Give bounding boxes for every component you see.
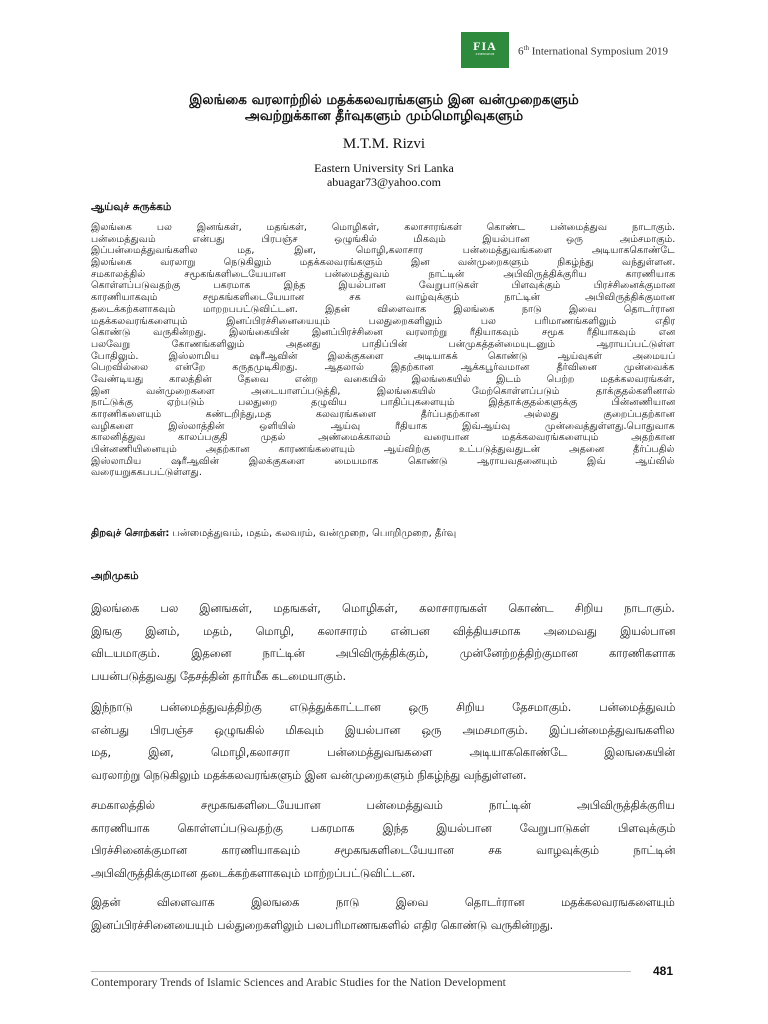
paragraph-line: விடயமாகும். இதனை நாட்டின் அபிவிருத்திக்கும், முன்னேற்றத்திற்குமான காரணிகளாக: [91, 647, 675, 660]
symposium-ordinal-suffix: th: [523, 44, 529, 52]
abstract-line: பெறவில்லை என்றே கருதமுடிகிறது. ஆதலால் இதற்கான ஆக்கபூர்வமான தீர்வினை முன்வைக்க: [91, 362, 675, 374]
paragraph-line: என்பது பிரபஞ்ச ஒழுஙகில் மிகவும் இயல்பான ஒரு அமசமாகும். இப்பன்மைத்துவஙகளில: [91, 723, 675, 737]
abstract-line: வரையறுககபபட்டுள்ளது.: [91, 467, 202, 479]
abstract-line: பலவேறு கோணங்களிலும் அதனது பாதிப்பின் பன்முகத்தன்மையுடனும் ஆராயப்பட்டுள்ள: [91, 338, 675, 350]
symposium-text: International Symposium 2019: [528, 45, 668, 58]
abstract-line: பன்மைத்துவம் என்பது பிரபஞ்ச ஒழுங்கில் மிகவும் இயல்பான ஒரு அம்சமாகும்.: [91, 233, 675, 245]
abstract-line: இஸ்லாமிய ஷரீஆவின் இலக்குகளை மையமாக கொண்டு ஆராயவதனையும் இவ் ஆய்வில்: [91, 455, 675, 467]
author-affiliation: Eastern University Sri Lanka: [314, 161, 454, 175]
abstract-line: பின்னணியினையும் அதற்கான காரணங்களையும் ஆய்விற்கு உட்படுத்துவதுடன் அதனை தீர்ப்பதில்: [91, 444, 675, 456]
abstract-line: சமகாலத்தில் சமூகங்களிடையேயான பன்மைத்துவம் நாட்டின் அபிவிருத்திக்குரிய காரணியாக: [91, 268, 675, 280]
paragraph-line: பயன்படுத்துவது தேசத்தின் தார்மீக கடமையாகும்.: [91, 669, 347, 683]
paragraph-line: காரணியாக கொள்ளப்படுவதற்கு பகரமாக இந்த இயல்பான வேறுபாடுகள் பிளவுக்கும்: [91, 821, 675, 835]
paragraph-line: சமகாலத்தில் சமூகஙகளிடையேயான பன்மைத்துவம் நாட்டின் அபிவிருத்திக்குரிய: [91, 799, 675, 812]
paragraph-line: இந்நாடு பன்மைத்துவத்திற்கு எடுத்துக்காட்டான ஒரு சிறிய தேசமாகும். பன்மைத்துவம்: [91, 701, 675, 714]
abstract-line: இலங்கை வரலாறு நெடுகிலும் மதக்கலவரங்களும் இன வன்முறைகளும் நிகழ்ந்து வந்துள்ளன.: [91, 257, 675, 269]
abstract-line: இப்பன்மைத்துவங்களில மத, இன, மொழி,கலாசார பன்மைத்துவங்களை அடியாககொண்டே: [91, 245, 675, 257]
paragraph-line: பிரச்சினைக்குமான காரணியாகவும் சமூகஙகளிடையேயான சக வாழவுக்கும் நாட்டின்: [91, 844, 675, 857]
abstract-body: [91, 222, 675, 479]
paragraph-line: அபிவிருத்திக்குமான தடைக்கற்களாகவும் மாற்றப்பட்டுவிட்டன.: [91, 866, 416, 880]
intro-paragraph-4: [91, 892, 675, 937]
paragraph-line: இஙகு இனம், மதம், மொழி, கலாசாரம் என்பன வித்தியசமாக அமைவது இயல்பான: [91, 624, 675, 638]
page-number: 481: [653, 964, 674, 978]
symposium-label: [518, 44, 668, 58]
abstract-line: நாட்டுக்கு ஏற்படும் பலதுறை தழுவிய பாதிப்புகளையும் இத்தாக்குதல்களுக்கு பின்னணியான: [91, 397, 675, 409]
abstract-heading: ஆய்வுச் சுருக்கம்: [91, 201, 172, 213]
abstract-line: இன வன்முறைகளை அடையாளப்படுத்தி, இலங்கையில் மேற்கொள்ளப்படும் தாக்குதல்களினால்: [91, 385, 675, 397]
intro-paragraph-1: [91, 598, 675, 688]
paragraph-line: இனப்பிரச்சினையையும் பல்துறைகளிலும் பலபரிமாணஙகளில் எதிர கொண்டு வருகின்றது.: [91, 918, 554, 932]
abstract-line: வழிகளை இஸ்லாத்தின் ஒளியில் ஆய்வு ரீதியாக இவ்ஆய்வு முன்வைத்துள்ளது.பொதுவாக: [91, 420, 675, 432]
abstract-line: கொண்டு வருகின்றது. இலங்கையின் இனப்பிரச்சினை வரலாற்று ரீதியாகவும் சமூக ரீதியாகவும் என: [91, 327, 675, 339]
logo-text: FIA: [473, 39, 497, 53]
footer-text: Contemporary Trends of Islamic Sciences and Arabic Studies for the Nation Development: [91, 977, 506, 989]
symposium-ordinal: 6: [518, 45, 524, 58]
intro-paragraph-2: [91, 697, 675, 787]
intro-paragraph-3: [91, 795, 675, 885]
keywords: [91, 528, 456, 540]
abstract-line: போதிலும். இஸ்லாமிய ஷரீஆவின் இலக்குகளை அடியாகக் கொண்டு ஆய்வுகள் அமையப்: [91, 350, 675, 362]
abstract-line: வேண்டியது காலத்தின் தேவை என்ற வகையில் இலங்கையில் இடம் பெற்ற மதக்கலவரங்கள்,: [91, 373, 675, 385]
author-name: M.T.M. Rizvi: [342, 136, 426, 152]
author-email: abuagar73@yahoo.com: [326, 175, 441, 189]
symposium-logo: [461, 32, 509, 68]
footer-divider: [91, 971, 631, 972]
abstract-line: கொள்ளப்படுவதற்கு பகரமாக இந்த இயல்பான வேறுபாடுகள் பிளவுக்கும் பிரச்சினைக்குமான: [91, 280, 675, 292]
paragraph-line: மத, இன, மொழி,கலாசரா பன்மைத்துவஙகளை அடியாககொண்டே இலஙகையின்: [91, 746, 675, 759]
paragraph-line: இதன் விளைவாக இலஙகை நாடு இவை தொடர்ரான மதக்கலவரஙகளையும்: [91, 896, 675, 909]
paper-title-line-1: இலங்கை வரலாற்றில் மதக்கலவரங்களும் இன வன்முறைகளும்: [189, 92, 579, 108]
abstract-line: இலங்கை பல இனங்கள், மதங்கள், மொழிகள், கலாசாரங்கள் கொண்ட பன்மைத்துவ நாடாகும்.: [91, 222, 675, 233]
logo-subtext: SYMPOSIUM: [475, 52, 495, 56]
abstract-line: காலனித்துவ காலப்பகுதி முதல் அண்மைக்காலம் வரையான மதக்கலவரங்களையும் அதற்கான: [91, 432, 675, 444]
intro-heading: அறிமுகம்: [91, 570, 139, 582]
paragraph-line: இலங்கை பல இனஙகள், மதஙகள், மொழிகள், கலாசாரஙகள் கொண்ட சிறிய நாடாகும்.: [91, 602, 675, 615]
paper-title-line-2: அவற்றுக்கான தீர்வுகளும் மும்மொழிவுகளும்: [244, 108, 524, 124]
abstract-line: மதக்கலவரங்களையும் இனப்பிரச்சினையையும் பலதுறைகளிலும் பல பரிமாணங்களிலும் எதிர: [91, 315, 675, 327]
abstract-line: காரணிகளையும் கண்டறிந்து,மத கலவரங்களை தீர்ப்பதற்கான அல்லது குறைப்பதற்கான: [91, 409, 675, 420]
keywords-list: பன்மைத்துவம், மதம், கலவரம், வன்முறை, பொறிமுறை, தீர்வு: [169, 528, 457, 539]
abstract-line: காரணியாகவும் சமூகங்களிடையேயான சக வாழ்வுக்கும் நாட்டின் அபிவிருத்திக்குமான: [91, 292, 675, 304]
abstract-line: தடைக்கற்களாகவும் மாறறபபட்டுவிட்டன. இதன் விளைவாக இலங்கை நாடு இவை தொடர்ரான: [91, 303, 675, 315]
paragraph-line: வரலாற்று நெடுகிலும் மதக்கலவரங்களும் இன வன்முறைகளும் நிகழ்ந்து வந்துள்ளன.: [91, 768, 527, 782]
keywords-label: திறவுச் சொற்கள்:: [91, 528, 170, 539]
